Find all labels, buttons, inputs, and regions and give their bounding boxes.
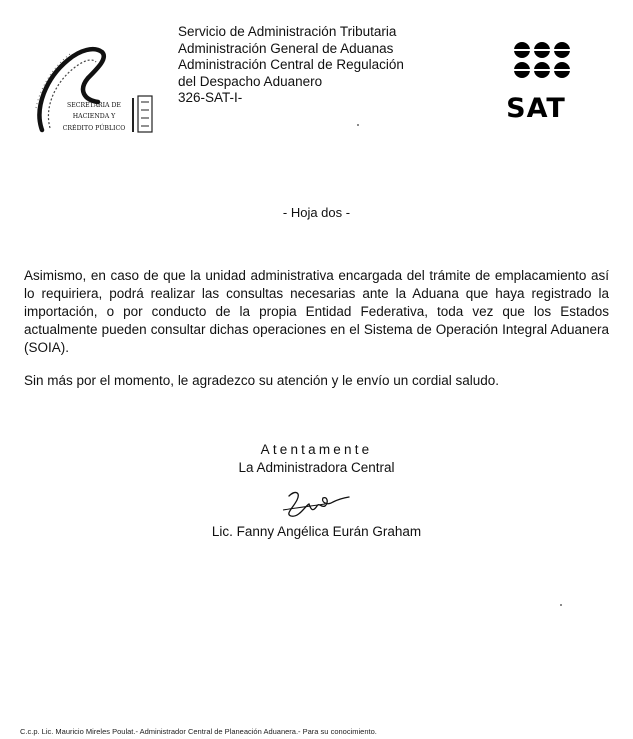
- handwritten-signature: [275, 486, 365, 522]
- signer-title: La Administradora Central: [238, 460, 395, 475]
- shcp-logo-line-2: HACIENDA Y: [72, 113, 116, 120]
- scan-speck: [560, 604, 562, 606]
- shcp-logo: [28, 38, 158, 138]
- body-paragraph: Asimismo, en caso de que la unidad administrativa encargada del trámite de emplacamiento así lo requiriera, podrá realizar las consultas necesarias ante la Aduana que haya registrado la importación, o por conducto de la propia Entidad Federativa, toda vez que los Estados actualmente pueden consultar dichas operaciones en el Sistema de Operación Integral Aduanera (SOIA).: [24, 268, 609, 355]
- header-line: Administración General de Aduanas: [178, 40, 394, 56]
- footer-ccp-line: C.c.p. Lic. Mauricio Mireles Poulat.- Administrador Central de Planeación Aduanera.- Para su conocimiento.: [20, 727, 377, 736]
- shcp-logo-line-1: SECRETARIA DE: [67, 102, 121, 109]
- scan-speck: [357, 124, 359, 126]
- header-address-block: [178, 24, 404, 107]
- closing-salutation: Atentamente: [260, 442, 373, 457]
- header-line: 326-SAT-I-: [178, 90, 243, 105]
- header-line: del Despacho Aduanero: [178, 73, 323, 89]
- header-line: Servicio de Administración Tributaria: [178, 24, 397, 39]
- sat-logo: [488, 40, 584, 124]
- sheet-label: - Hoja dos -: [282, 205, 351, 220]
- sat-dots-icon: [488, 40, 584, 94]
- signer-name: Lic. Fanny Angélica Eurán Graham: [211, 524, 422, 539]
- header-line: Administración Central de Regulación: [178, 57, 404, 72]
- shcp-logo-line-3: CRÉDITO PÚBLICO: [62, 125, 126, 132]
- sat-wordmark: SAT: [506, 93, 566, 124]
- body-paragraph: Sin más por el momento, le agradezco su atención y le envío un cordial saludo.: [24, 373, 500, 388]
- shcp-emblem-icon: [28, 38, 158, 138]
